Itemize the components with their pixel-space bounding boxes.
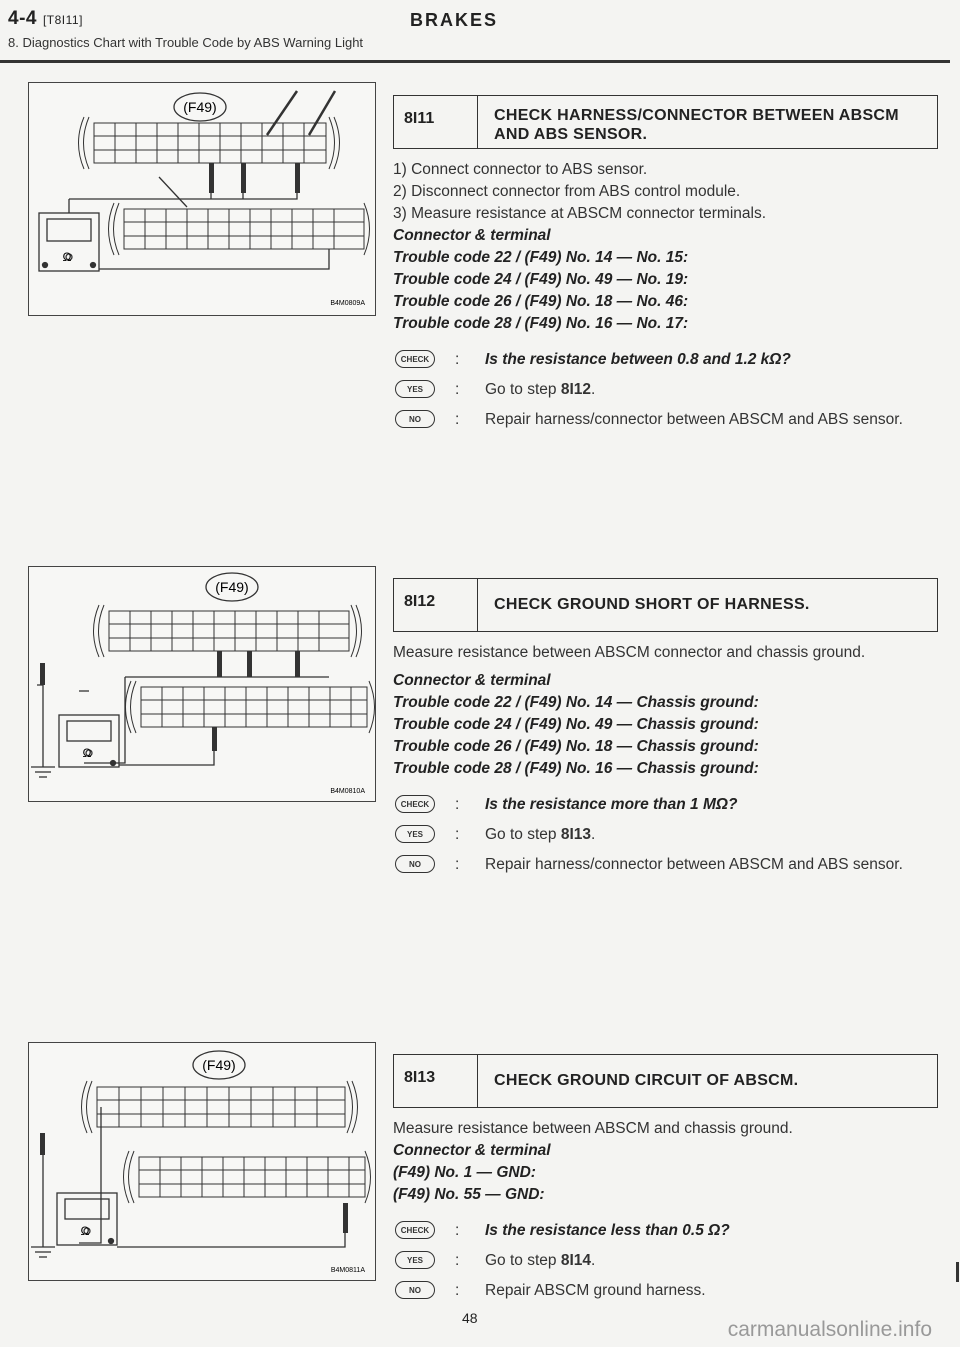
edge-mark — [956, 1262, 959, 1282]
no-row: NO : Repair ABSCM ground harness. — [393, 1280, 938, 1302]
step-header — [393, 1054, 938, 1108]
step-number: 8I11 — [394, 96, 478, 148]
diagram-id: B4M0811A — [330, 1267, 365, 1274]
check-question: Is the resistance more than 1 MΩ? — [485, 796, 738, 813]
terminal-spec: Trouble code 26 / (F49) No. 18 — Chassis ground: — [393, 738, 759, 755]
terminal-spec: Trouble code 22 / (F49) No. 14 — No. 15: — [393, 249, 689, 266]
diagram-id: B4M0810A — [330, 788, 365, 795]
step-header — [393, 578, 938, 632]
instruction-3: 3) Measure resistance at ABSCM connector terminals. — [393, 205, 767, 222]
terminal-spec: (F49) No. 55 — GND: — [393, 1186, 545, 1203]
step-8i12 — [393, 578, 938, 876]
no-row: NO : Repair harness/connector between ABSCM and ABS sensor. — [393, 409, 938, 431]
check-row: CHECK : Is the resistance less than 0.5 Ω? — [393, 1220, 938, 1242]
ohm-symbol: Ω — [80, 1224, 90, 1238]
ohm-symbol: Ω — [62, 250, 72, 264]
yes-badge: YES — [395, 825, 435, 843]
check-badge: CHECK — [395, 350, 435, 368]
chapter-title: BRAKES — [410, 10, 499, 30]
instruction: Measure resistance between ABSCM and chassis ground. — [393, 1120, 793, 1137]
header-rule — [0, 60, 950, 63]
next-step: 8I12 — [560, 381, 591, 398]
check-badge: CHECK — [395, 795, 435, 813]
instruction-1: 1) Connect connector to ABS sensor. — [393, 161, 648, 178]
step-number: 8I12 — [394, 579, 478, 631]
chapter-subtitle: 8. Diagnostics Chart with Trouble Code by ABS Warning Light — [8, 35, 364, 50]
connector-label: (F49) — [183, 99, 217, 115]
page-header — [0, 0, 960, 70]
section-tag: [T8I11] — [42, 13, 83, 27]
next-step: 8I14 — [560, 1252, 591, 1269]
yes-row: YES : Go to step 8I14. — [393, 1250, 938, 1272]
step-title: CHECK GROUND SHORT OF HARNESS. — [494, 596, 810, 613]
no-row: NO : Repair harness/connector between ABSCM and ABS sensor. — [393, 854, 938, 876]
terminal-spec: Trouble code 24 / (F49) No. 49 — No. 19: — [393, 271, 689, 288]
no-action: Repair harness/connector between ABSCM and ABS sensor. — [485, 411, 903, 428]
step-number: 8I13 — [394, 1055, 478, 1107]
check-row: CHECK : Is the resistance between 0.8 and 1.2 kΩ? — [393, 349, 938, 371]
yes-row: YES : Go to step 8I13. — [393, 824, 938, 846]
step-header — [393, 95, 938, 149]
step-8i13 — [393, 1054, 938, 1302]
instruction-2: 2) Disconnect connector from ABS control module. — [393, 183, 741, 200]
check-badge: CHECK — [395, 1221, 435, 1239]
terminal-spec: Trouble code 22 / (F49) No. 14 — Chassis ground: — [393, 694, 759, 711]
no-action: Repair harness/connector between ABSCM and ABS sensor. — [485, 856, 903, 873]
terminal-spec: Trouble code 28 / (F49) No. 16 — No. 17: — [393, 315, 689, 332]
diagram-8i13 — [28, 1042, 376, 1281]
no-badge: NO — [395, 855, 435, 873]
terminal-spec: Trouble code 28 / (F49) No. 16 — Chassis ground: — [393, 760, 759, 777]
step-8i11 — [393, 95, 938, 431]
check-question: Is the resistance between 0.8 and 1.2 kΩ? — [485, 351, 791, 368]
step-title: CHECK HARNESS/CONNECTOR BETWEEN ABSCM AND ABS SENSOR. — [494, 107, 899, 143]
connector-terminal-heading: Connector & terminal — [393, 227, 551, 244]
yes-badge: YES — [395, 1251, 435, 1269]
check-row: CHECK : Is the resistance more than 1 MΩ? — [393, 794, 938, 816]
yes-row: YES : Go to step 8I12. — [393, 379, 938, 401]
step-title: CHECK GROUND CIRCUIT OF ABSCM. — [494, 1072, 799, 1089]
diagram-id: B4M0809A — [330, 300, 365, 307]
diagram-8i12 — [28, 566, 376, 802]
terminal-spec: Trouble code 24 / (F49) No. 49 — Chassis ground: — [393, 716, 759, 733]
instruction: Measure resistance between ABSCM connector and chassis ground. — [393, 644, 866, 661]
check-question: Is the resistance less than 0.5 Ω? — [485, 1222, 730, 1239]
diagram-8i11 — [28, 82, 376, 316]
connector-terminal-heading: Connector & terminal — [393, 1142, 551, 1159]
no-action: Repair ABSCM ground harness. — [485, 1282, 706, 1299]
connector-label: (F49) — [202, 1057, 236, 1073]
no-badge: NO — [395, 410, 435, 428]
no-badge: NO — [395, 1281, 435, 1299]
terminal-spec: Trouble code 26 / (F49) No. 18 — No. 46: — [393, 293, 689, 310]
ohm-symbol: Ω — [82, 746, 92, 760]
terminal-spec: (F49) No. 1 — GND: — [393, 1164, 536, 1181]
page-number: 48 — [462, 1310, 478, 1326]
watermark: carmanualsonline.info — [727, 1318, 932, 1341]
yes-badge: YES — [395, 380, 435, 398]
connector-label: (F49) — [215, 579, 249, 595]
section-code: 4-4 [T8I11] — [8, 8, 83, 29]
next-step: 8I13 — [560, 826, 591, 843]
connector-terminal-heading: Connector & terminal — [393, 672, 551, 689]
